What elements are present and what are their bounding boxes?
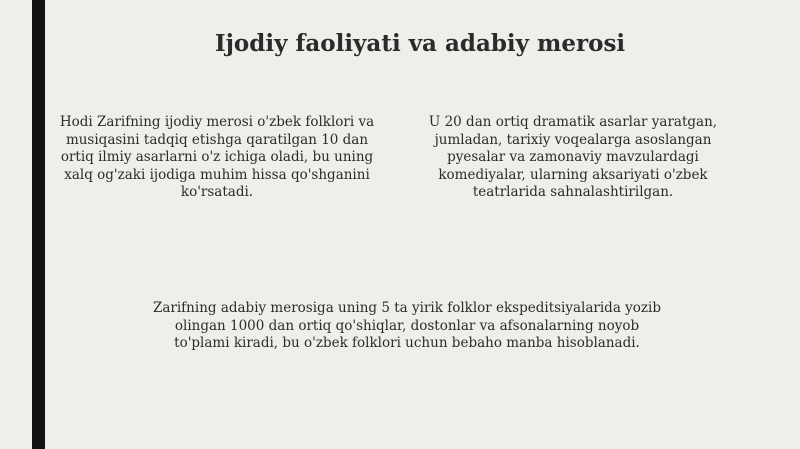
- paragraph-right: U 20 dan ortiq dramatik asarlar yaratgan, jumladan, tarixiy voqealarga asoslangan pyesalar va zamonaviy mavzulardagi komediyalar, ularning aksariyati o'zbek teatrlarida sahnalashtirilgan.: [428, 114, 718, 201]
- accent-bar: [32, 0, 45, 449]
- paragraph-bottom: Zarifning adabiy merosiga uning 5 ta yirik folklor ekspeditsiyalarida yozib olingan 1000 dan ortiq qo'shiqlar, dostonlar va afsonalarning noyob to'plami kiradi, bu o'zbek folklori uchun bebaho manba hisoblanadi.: [152, 300, 661, 352]
- slide-title: Ijodiy faoliyati va adabiy merosi: [214, 30, 626, 57]
- paragraph-left: Hodi Zarifning ijodiy merosi o'zbek folklori va musiqasini tadqiq etishga qaratilgan 10 dan ortiq ilmiy asarlarni o'z ichiga oladi, bu uning xalq og'zaki ijodiga muhim hissa qo'shganini ko'rsatadi.: [59, 114, 375, 201]
